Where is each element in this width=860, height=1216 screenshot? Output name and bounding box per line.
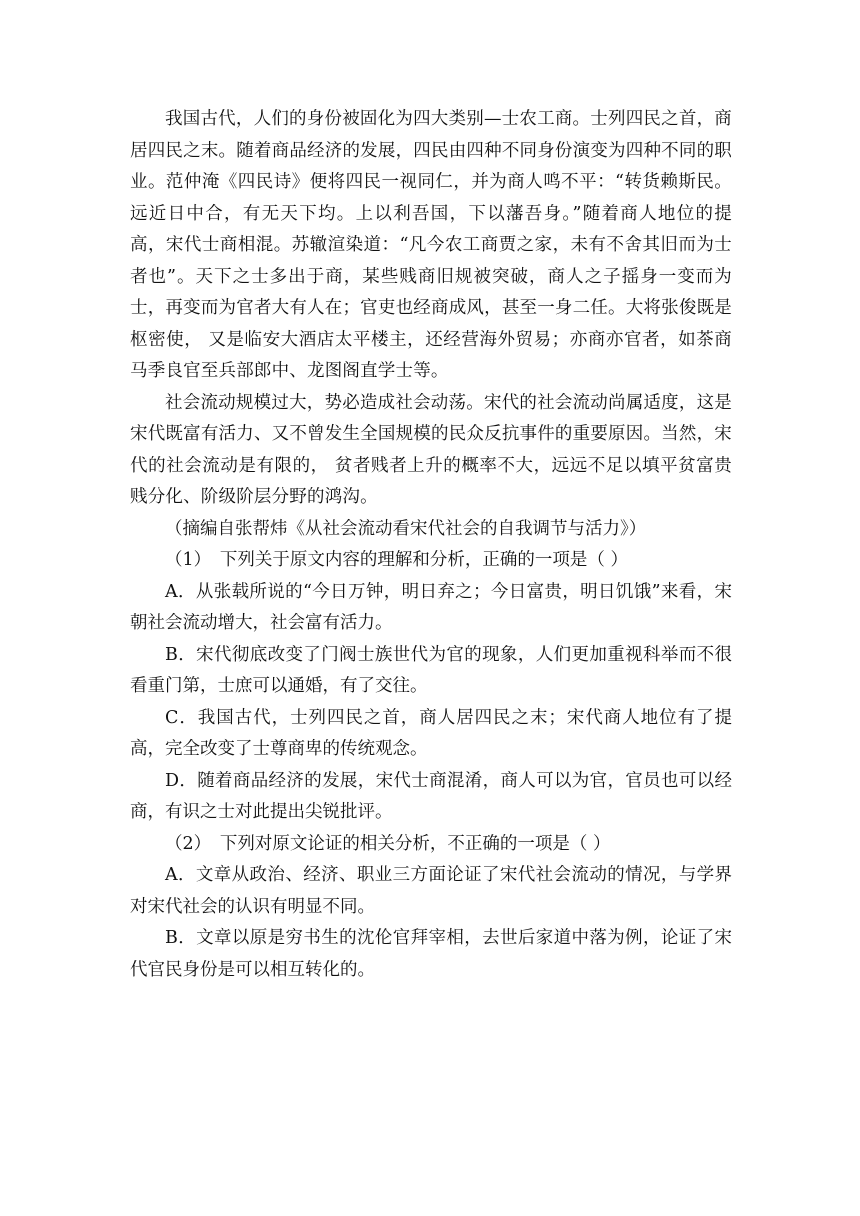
question-2-option-b: B．文章以原是穷书生的沈伦官拜宰相，去世后家道中落为例，论证了宋代官民身份是可以相互转化的。: [130, 928, 732, 980]
question-1-stem: （1） 下列关于原文内容的理解和分析，正确的一项是（ ）: [165, 550, 628, 570]
question-2-stem: （2） 下列对原文论证的相关分析，不正确的一项是（ ）: [165, 833, 611, 854]
question-1-option-d: D．随着商品经济的发展，宋代士商混淆，商人可以为官，官员也可以经商，有识之士对此提出尖锐批评。: [130, 770, 732, 822]
question-2-option-a: A．文章从政治、经济、职业三方面论证了宋代社会流动的情况，与学界对宋代社会的认识有明显不同。: [130, 865, 732, 917]
question-1: [130, 545, 732, 829]
passage-paragraph-1: 我国古代，人们的身份被固化为四大类别—士农工商。士列四民之首，商居四民之末。随着商品经济的发展，四民由四种不同身份演变为四种不同的职业。范仲淹《四民诗》便将四民一视同仁，并为商人鸣不平：“转货赖斯民。远近日中合，有无天下均。上以利吾国，下以藩吾身。”随着商人地位的提高，宋代士商相混。苏辙渲染道：“凡今农工商贾之家，未有不舍其旧而为士者也”。天下之士多出于商，某些贱商旧规被突破，商人之子摇身一变而为士，再变而为官者大有人在；官吏也经商成风，甚至一身二任。大将张俊既是枢密使， 又是临安大酒店太平楼主，还经营海外贸易；亦商亦官者，如茶商马季良官至兵部郎中、龙图阁直学士等。: [130, 109, 732, 381]
document-page: [130, 104, 732, 986]
question-1-option-b: B．宋代彻底改变了门阀士族世代为官的现象，人们更加重视科举而不很看重门第，士庶可以通婚，有了交往。: [130, 644, 732, 696]
passage-source: （摘编自张帮炜《从社会流动看宋代社会的自我调节与活力》）: [165, 518, 647, 539]
question-1-option-a: A．从张载所说的“今日万钟，明日弃之；今日富贵，明日饥饿”来看，宋朝社会流动增大，社会富有活力。: [130, 581, 732, 633]
passage-paragraph-2: 社会流动规模过大，势必造成社会动荡。宋代的社会流动尚属适度，这是宋代既富有活力、又不曾发生全国规模的民众反抗事件的重要原因。当然，宋代的社会流动是有限的， 贫者贱者上升的概率不大，远远不足以填平贫富贵贱分化、阶级阶层分野的鸿沟。: [130, 392, 732, 507]
question-1-option-c: C．我国古代，士列四民之首，商人居四民之末；宋代商人地位有了提高，完全改变了士尊商卑的传统观念。: [130, 707, 732, 759]
question-2: [130, 829, 732, 987]
